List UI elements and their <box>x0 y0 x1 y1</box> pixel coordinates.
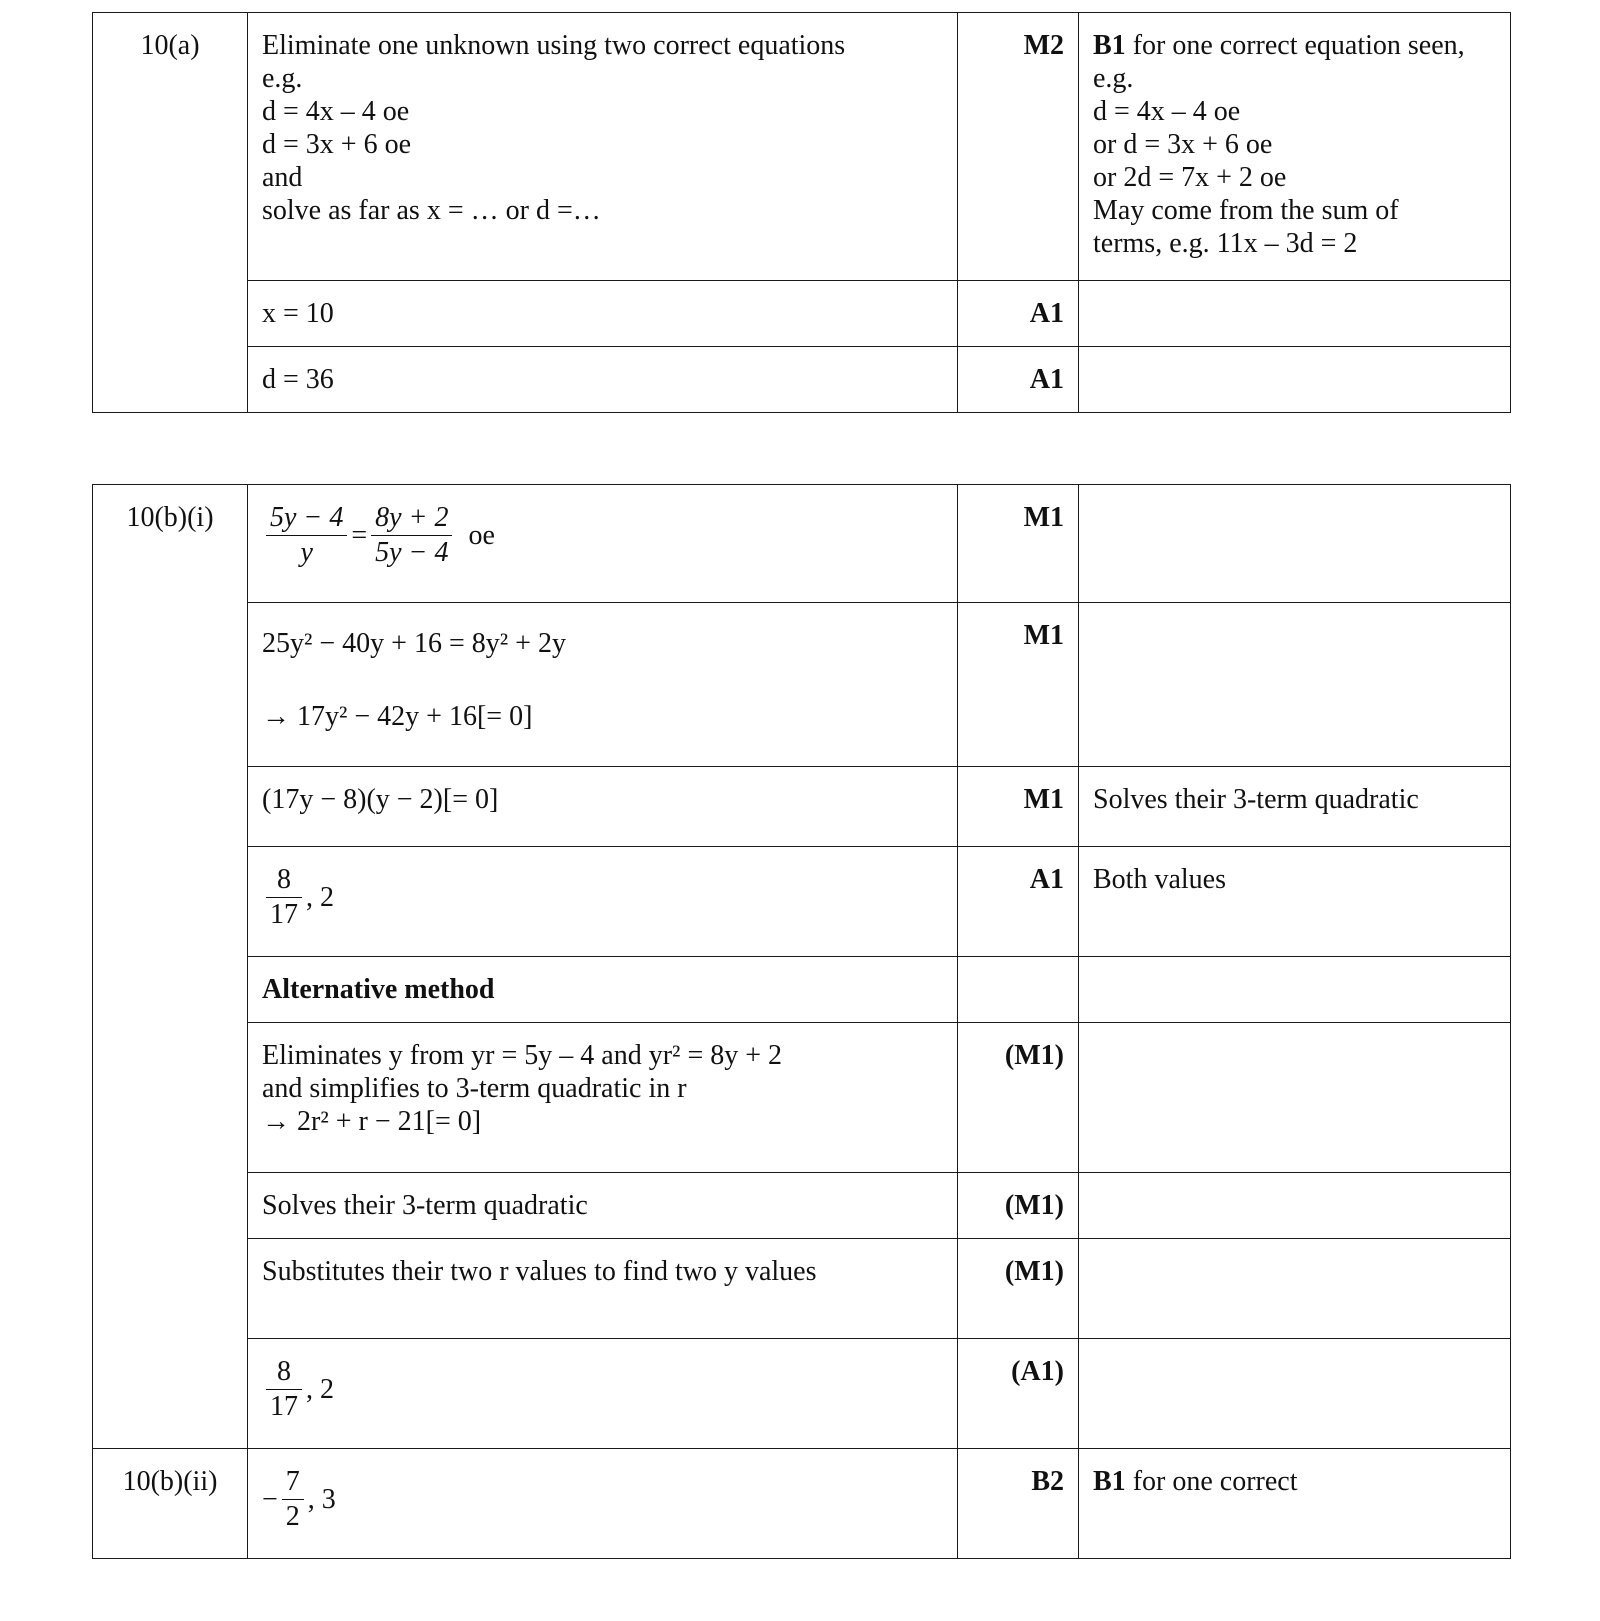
answer-line: and <box>262 162 303 193</box>
answer-line: Eliminates y from yr = 5y – 4 and yr² = 8y + 2 <box>262 1040 783 1071</box>
guidance-bold: B1 <box>1093 30 1126 61</box>
question-number: 10(a) <box>93 13 248 413</box>
markscheme-table-a <box>92 12 1511 413</box>
guidance-cell: Both values <box>1079 847 1511 957</box>
fraction: $\frac{8y + 2}{5y - 4}$ <box>371 501 452 570</box>
answer-cell: Substitutes their two r values to find two y values <box>248 1239 958 1339</box>
guidance-cell <box>1079 1173 1511 1239</box>
fraction: $\frac{7}{2}$ <box>282 1465 304 1534</box>
guidance-cell: Solves their 3-term quadratic <box>1079 767 1511 847</box>
table-row <box>93 347 1511 413</box>
answer-line: e.g. <box>262 63 303 94</box>
guidance-cell <box>1079 957 1511 1023</box>
alt-method-heading: Alternative method <box>248 957 958 1023</box>
table-row <box>93 603 1511 767</box>
question-number: 10(b)(ii) <box>93 1449 248 1559</box>
markscheme-table-b <box>92 484 1511 1559</box>
answer-line: 25y² − 40y + 16 = 8y² + 2y <box>262 628 566 659</box>
guidance-line: d = 4x – 4 oe <box>1093 96 1241 127</box>
mark-cell: A1 <box>958 347 1079 413</box>
mark-cell: A1 <box>958 281 1079 347</box>
mark-cell: (M1) <box>958 1023 1079 1173</box>
guidance-cell: B1 for one correct <box>1079 1449 1511 1559</box>
mark-cell: M1 <box>958 485 1079 603</box>
answer-line: d = 4x – 4 oe <box>262 96 410 127</box>
fraction: $\frac{5y - 4}{y}$ <box>266 501 347 570</box>
answer-cell: x = 10 <box>248 281 958 347</box>
table-row <box>93 1339 1511 1449</box>
guidance-line: e.g. <box>1093 63 1134 94</box>
mark-cell: (A1) <box>958 1339 1079 1449</box>
answer-line: → 17y² − 42y + 16[= 0] <box>262 701 533 732</box>
table-row <box>93 1173 1511 1239</box>
guidance-line: terms, e.g. 11x – 3d = 2 <box>1093 228 1358 259</box>
table-row <box>93 767 1511 847</box>
table-row <box>93 13 1511 281</box>
table-row <box>93 1023 1511 1173</box>
mark-cell: M1 <box>958 767 1079 847</box>
mark-cell: (M1) <box>958 1239 1079 1339</box>
guidance-line: or 2d = 7x + 2 oe <box>1093 162 1287 193</box>
guidance-line: for one correct equation seen, <box>1132 30 1465 61</box>
mark-cell: B2 <box>958 1449 1079 1559</box>
answer-cell: $\frac{8}{17}$ , 2 <box>248 847 958 957</box>
guidance-cell <box>1079 347 1511 413</box>
guidance-cell <box>1079 485 1511 603</box>
answer-cell: Solves their 3-term quadratic <box>248 1173 958 1239</box>
table-row <box>93 281 1511 347</box>
table-row <box>93 1449 1511 1559</box>
answer-line: solve as far as x = … or d =… <box>262 195 601 226</box>
answer-cell: d = 36 <box>248 347 958 413</box>
question-number: 10(b)(i) <box>93 485 248 1449</box>
guidance-cell <box>1079 1239 1511 1339</box>
guidance-line: or d = 3x + 6 oe <box>1093 129 1273 160</box>
answer-cell: (17y − 8)(y − 2)[= 0] <box>248 767 958 847</box>
answer-cell: $\frac{5y - 4}{y}$ = $\frac{8y + 2}{5y - 4}$ oe <box>248 485 958 603</box>
mark-cell: M1 <box>958 603 1079 767</box>
mark-cell: M2 <box>958 13 1079 281</box>
guidance-cell <box>1079 1339 1511 1449</box>
answer-line: Eliminate one unknown using two correct equations <box>262 30 846 61</box>
mark-cell: A1 <box>958 847 1079 957</box>
answer-cell <box>248 603 958 767</box>
answer-line: d = 3x + 6 oe <box>262 129 412 160</box>
table-row <box>93 1239 1511 1339</box>
guidance-bold: B1 <box>1093 1466 1126 1497</box>
table-row <box>93 847 1511 957</box>
guidance-cell <box>1079 281 1511 347</box>
guidance-cell <box>1079 603 1511 767</box>
table-row <box>93 485 1511 603</box>
answer-line: and simplifies to 3-term quadratic in r <box>262 1073 687 1104</box>
answer-cell <box>248 13 958 281</box>
guidance-line: May come from the sum of <box>1093 195 1399 226</box>
fraction: $\frac{8}{17}$ <box>266 863 302 932</box>
table-row <box>93 957 1511 1023</box>
mark-cell <box>958 957 1079 1023</box>
mark-cell: (M1) <box>958 1173 1079 1239</box>
answer-line: → 2r² + r − 21[= 0] <box>262 1106 482 1137</box>
answer-cell: $\frac{8}{17}$ , 2 <box>248 1339 958 1449</box>
answer-cell: − $\frac{7}{2}$ , 3 <box>248 1449 958 1559</box>
guidance-cell <box>1079 13 1511 281</box>
answer-cell <box>248 1023 958 1173</box>
guidance-cell <box>1079 1023 1511 1173</box>
fraction: $\frac{8}{17}$ <box>266 1355 302 1424</box>
